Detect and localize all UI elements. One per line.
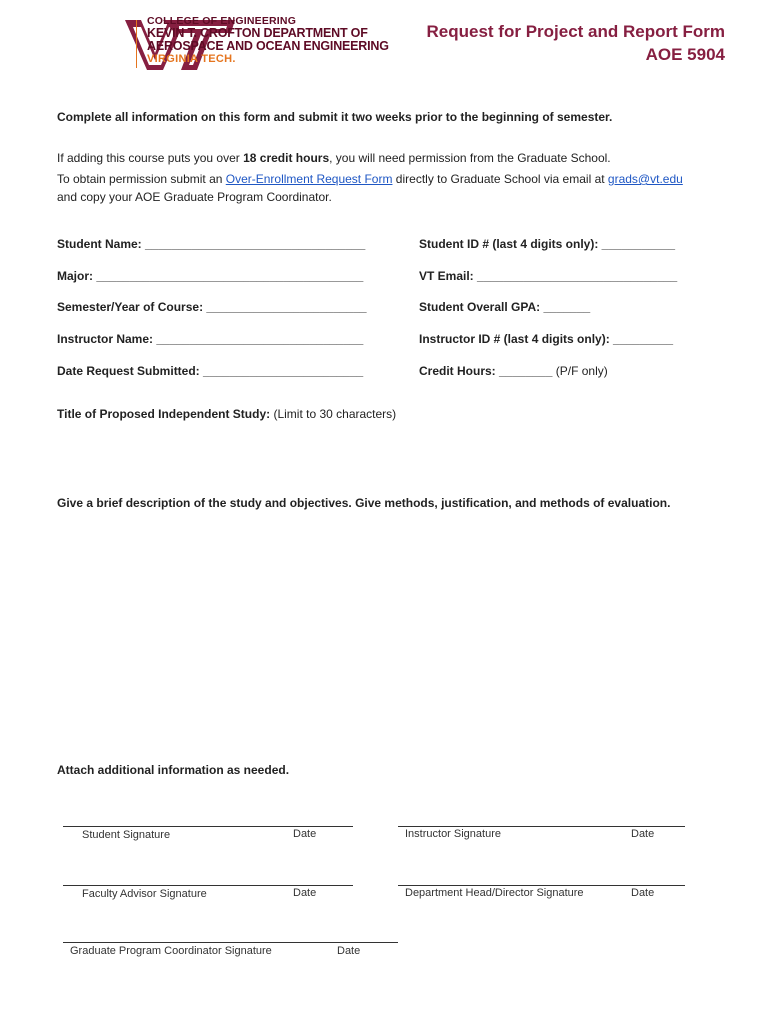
- date-label: Date: [337, 945, 361, 957]
- instructor-name-field[interactable]: Instructor Name: _______________________________: [57, 332, 364, 346]
- major-field[interactable]: Major: ________________________________________: [57, 269, 364, 283]
- permission-note: [57, 170, 683, 189]
- form-course-code: AOE 5904: [645, 45, 725, 64]
- logo-line: VIRGINIA TECH.: [147, 53, 236, 65]
- credit-note-post: , you will need permission from the Graduate School.: [329, 151, 611, 165]
- logo-line: KEVIN T. CROFTON DEPARTMENT OF: [147, 26, 368, 40]
- attach-note: Attach additional information as needed.: [57, 763, 290, 777]
- permission-pre: To obtain permission submit an: [57, 172, 226, 186]
- date-label: Date: [293, 887, 317, 899]
- student-id-field[interactable]: Student ID # (last 4 digits only): ___________: [419, 237, 676, 251]
- date-submitted-field[interactable]: Date Request Submitted: ________________________: [57, 364, 364, 378]
- credit-hours-limit: 18 credit hours: [243, 151, 330, 165]
- coordinator-signature-label: Graduate Program Coordinator Signature: [70, 945, 272, 957]
- date-label: Date: [293, 828, 317, 840]
- over-enrollment-link[interactable]: Over-Enrollment Request Form: [225, 172, 393, 186]
- email-link[interactable]: grads@vt.edu: [607, 172, 683, 186]
- title-label: Title of Proposed Independent Study:: [57, 407, 271, 421]
- logo-line: AEROSPACE AND OCEAN ENGINEERING: [147, 39, 389, 53]
- signature-line[interactable]: [398, 826, 685, 827]
- credit-hours-field[interactable]: [419, 364, 608, 378]
- student-signature-label: Student Signature: [82, 829, 171, 841]
- instructor-signature-label: Instructor Signature: [405, 828, 501, 840]
- form-title: [427, 20, 725, 66]
- credit-hours-note: (P/F only): [552, 364, 608, 378]
- form-title-line1: Request for Project and Report Form: [426, 22, 725, 41]
- semester-field[interactable]: Semester/Year of Course: ________________________: [57, 300, 367, 314]
- credit-hours-label: Credit Hours: ________: [419, 364, 553, 378]
- date-label: Date: [631, 828, 655, 840]
- gpa-field[interactable]: Student Overall GPA: _______: [419, 300, 591, 314]
- description-prompt: Give a brief description of the study and objectives. Give methods, justification, and methods of evaluation.: [57, 496, 671, 510]
- faculty-advisor-signature-label: Faculty Advisor Signature: [82, 888, 207, 900]
- dept-head-signature-label: Department Head/Director Signature: [405, 887, 584, 899]
- vt-email-field[interactable]: VT Email: ______________________________: [419, 269, 678, 283]
- logo-divider: [136, 20, 137, 68]
- signature-line[interactable]: [63, 885, 353, 886]
- department-name: [147, 15, 389, 66]
- student-name-field[interactable]: Student Name: _________________________________: [57, 237, 366, 251]
- permission-mid: directly to Graduate School via email at: [392, 172, 608, 186]
- credit-note-pre: If adding this course puts you over: [57, 151, 244, 165]
- permission-note-cont: and copy your AOE Graduate Program Coordinator.: [57, 190, 332, 204]
- date-label: Date: [631, 887, 655, 899]
- logo-line: COLLEGE OF ENGINEERING: [147, 15, 297, 27]
- credit-note: [57, 149, 611, 168]
- signature-line[interactable]: [63, 942, 398, 943]
- title-note: (Limit to 30 characters): [270, 407, 397, 421]
- instruction-text: Complete all information on this form and submit it two weeks prior to the beginning of semester.: [57, 110, 613, 124]
- title-section: [57, 405, 396, 424]
- instructor-id-field[interactable]: Instructor ID # (last 4 digits only): _________: [419, 332, 674, 346]
- signature-line[interactable]: [63, 826, 353, 827]
- signature-line[interactable]: [398, 885, 685, 886]
